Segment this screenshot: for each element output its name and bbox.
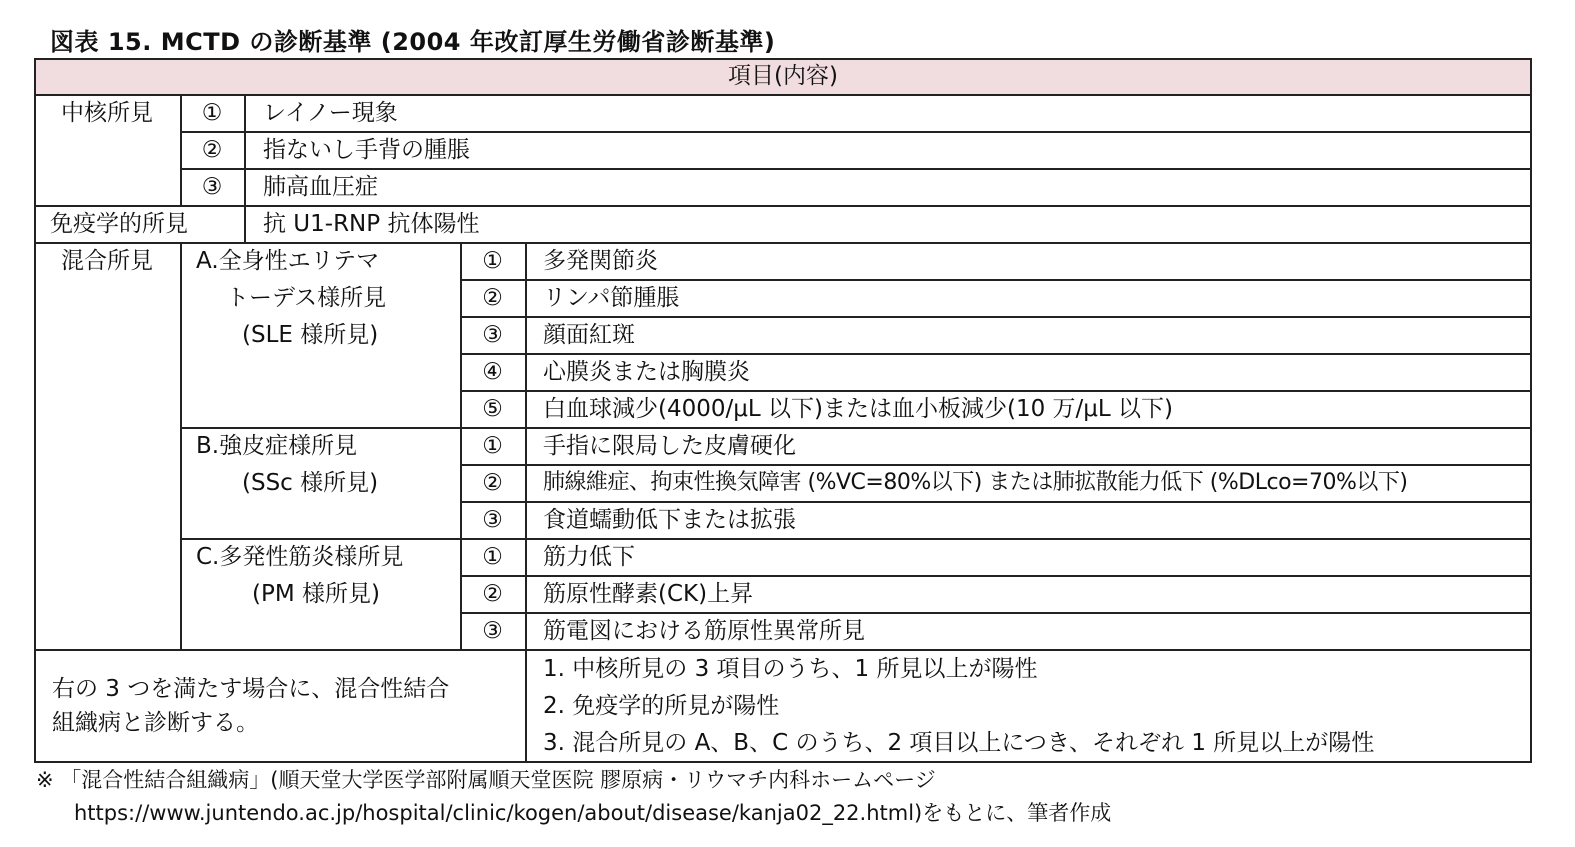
group-b-item-text: 食道蠕動低下または拡張 bbox=[543, 507, 796, 533]
group-b-item-text: 肺線維症、拘束性換気障害 (%VC=80%以下) または肺拡散能力低下 (%DLco=70%以下) bbox=[543, 470, 1408, 495]
figure-title: 図表 15. MCTD の診断基準 (2004 年改訂厚生労働省診断基準) bbox=[50, 28, 776, 56]
row-divider bbox=[180, 168, 1532, 170]
group-a-item-number: ③ bbox=[482, 322, 503, 348]
column-divider bbox=[180, 242, 182, 650]
group-a-item-number: ① bbox=[482, 248, 503, 274]
group-c-label-line: C.多発性筋炎様所見 bbox=[196, 544, 404, 570]
mixed-findings-label: 混合所見 bbox=[61, 248, 153, 274]
group-b-item-number: ① bbox=[482, 433, 503, 459]
table-header: 項目(内容) bbox=[728, 63, 838, 89]
group-a-item-text: 白血球減少(4000/μL 以下)または血小板減少(10 万/μL 以下) bbox=[543, 396, 1174, 422]
group-a-item-text: 顔面紅斑 bbox=[543, 322, 635, 348]
table-border-right bbox=[1530, 58, 1532, 763]
column-divider bbox=[525, 242, 527, 650]
row-divider bbox=[34, 94, 1532, 96]
footnote-source-line: ※ 「混合性結合組織病」(順天堂大学医学部附属順天堂医院 膠原病・リウマチ内科ホームページ bbox=[36, 768, 936, 792]
group-c-item-number: ② bbox=[482, 581, 503, 607]
criteria-table bbox=[34, 58, 1532, 763]
table-border-bottom bbox=[34, 761, 1532, 763]
footnote-url-line: https://www.juntendo.ac.jp/hospital/clinic/kogen/about/disease/kanja02_22.html)をもとに、筆者作成 bbox=[74, 801, 1112, 825]
core-item-text: レイノー現象 bbox=[263, 100, 398, 126]
core-item-number: ③ bbox=[201, 174, 223, 200]
column-divider bbox=[244, 205, 246, 243]
group-b-label-line: (SSc 様所見) bbox=[242, 470, 379, 496]
row-divider bbox=[34, 205, 1532, 207]
core-item-text: 肺高血圧症 bbox=[263, 174, 378, 200]
group-a-item-text: リンパ節腫脹 bbox=[543, 285, 680, 311]
group-a-item-text: 多発関節炎 bbox=[543, 248, 658, 274]
core-findings-label: 中核所見 bbox=[61, 100, 153, 126]
diagnosis-criterion: 3. 混合所見の A、B、C のうち、2 項目以上につき、それぞれ 1 所見以上が陽性 bbox=[543, 730, 1375, 756]
core-item-number: ① bbox=[201, 100, 223, 126]
group-c-label-line: (PM 様所見) bbox=[252, 581, 380, 607]
group-b-item-number: ② bbox=[482, 470, 503, 496]
footnote bbox=[36, 764, 1111, 830]
group-c-item-text: 筋電図における筋原性異常所見 bbox=[543, 618, 865, 644]
group-c-item-text: 筋原性酵素(CK)上昇 bbox=[543, 581, 754, 607]
group-a-item-number: ④ bbox=[482, 359, 503, 385]
group-a-label-line: A.全身性エリテマ bbox=[196, 248, 380, 274]
group-a-item-text: 心膜炎または胸膜炎 bbox=[543, 359, 750, 385]
group-c-item-text: 筋力低下 bbox=[543, 544, 635, 570]
group-c-item-number: ③ bbox=[482, 618, 503, 644]
immuno-findings-label: 免疫学的所見 bbox=[50, 211, 188, 237]
core-item-number: ② bbox=[201, 137, 223, 163]
immuno-findings-text: 抗 U1-RNP 抗体陽性 bbox=[263, 211, 480, 237]
group-a-label-line: トーデス様所見 bbox=[226, 285, 387, 311]
conclusion-text-line: 右の 3 つを満たす場合に、混合性結合 bbox=[52, 676, 450, 702]
column-divider bbox=[244, 94, 246, 206]
column-divider bbox=[525, 649, 527, 763]
diagnosis-criterion: 2. 免疫学的所見が陽性 bbox=[543, 693, 780, 719]
table-border-left bbox=[34, 58, 36, 763]
row-divider bbox=[180, 427, 1532, 429]
group-b-label-line: B.強皮症様所見 bbox=[196, 433, 358, 459]
group-a-item-number: ⑤ bbox=[482, 396, 503, 422]
group-b-item-number: ③ bbox=[482, 507, 503, 533]
diagnosis-criterion: 1. 中核所見の 3 項目のうち、1 所見以上が陽性 bbox=[543, 656, 1038, 682]
group-b-item-text: 手指に限局した皮膚硬化 bbox=[543, 433, 796, 459]
group-c-item-number: ① bbox=[482, 544, 503, 570]
conclusion-text-line: 組織病と診断する。 bbox=[52, 710, 259, 736]
group-a-item-number: ② bbox=[482, 285, 503, 311]
group-a-label-line: (SLE 様所見) bbox=[242, 322, 379, 348]
core-item-text: 指ないし手背の腫脹 bbox=[263, 137, 470, 163]
